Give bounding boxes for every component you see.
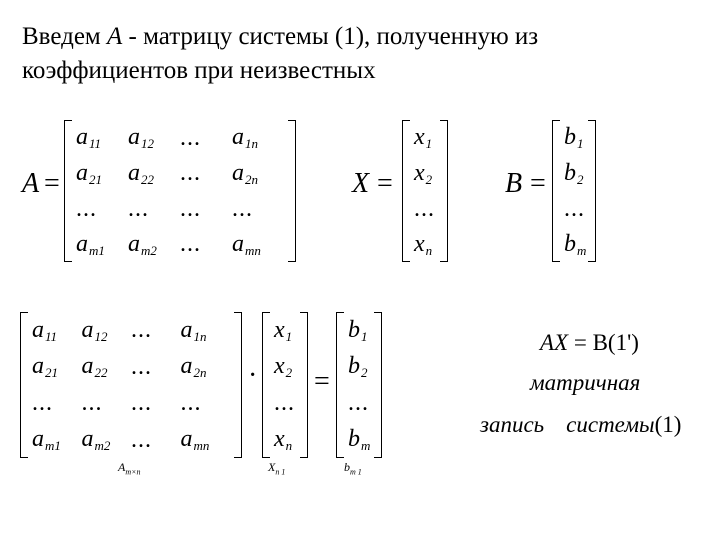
matrix-cell	[181, 427, 231, 452]
cell-subscript: mn	[193, 438, 210, 454]
matrix-equation	[540, 330, 639, 356]
matrix-cell	[348, 318, 370, 343]
matrix-cell	[414, 197, 436, 221]
cell-base: b	[348, 426, 360, 453]
equals-X: =	[377, 168, 393, 199]
cell-subscript: 2n	[245, 171, 258, 187]
cell-subscript: m2	[94, 438, 111, 454]
matrix-cell	[82, 354, 132, 379]
matrix-cell	[564, 161, 586, 186]
cell-base: a	[76, 124, 88, 151]
matrix-cell	[131, 391, 181, 415]
product-matrix-X-grid	[262, 312, 308, 458]
note-line-3	[480, 412, 681, 438]
matrix-cell	[232, 161, 284, 186]
matrix-cell	[414, 125, 436, 150]
matrix-cell	[32, 354, 82, 379]
matrix-cell	[82, 318, 132, 343]
matrix-X	[402, 120, 448, 262]
intro-pre: Введем	[22, 23, 107, 50]
cell-base: a	[81, 353, 94, 380]
cell-base: x	[414, 159, 425, 186]
dot-operator: ·	[248, 360, 258, 391]
note-word-sistemy: системы	[566, 412, 655, 437]
dim-X-base: X	[268, 460, 276, 474]
matrix-cell	[131, 355, 181, 379]
cell-subscript: 1	[361, 328, 368, 344]
cell-subscript: n	[425, 242, 433, 258]
matrix-cell	[128, 125, 180, 150]
cell-base: ...	[232, 195, 253, 222]
cell-base: ...	[76, 195, 97, 222]
cell-base: a	[232, 159, 244, 186]
cell-base: ...	[180, 231, 201, 258]
cell-base: ...	[131, 390, 152, 417]
matrix-cell	[180, 232, 232, 256]
matrix-cell	[82, 427, 132, 452]
cell-base: ...	[564, 195, 585, 222]
cell-subscript: m	[577, 242, 587, 258]
product-matrix-B	[336, 312, 382, 458]
dim-B-base: b	[344, 460, 350, 474]
cell-subscript: 1	[425, 136, 433, 152]
cell-base: ...	[131, 317, 152, 344]
matrix-cell	[181, 391, 231, 415]
intro-post: - матрицу системы (1), полученную из коэффициентов при неизвестных	[22, 23, 539, 84]
dim-A-base: A	[118, 460, 126, 474]
product-matrix-A-grid	[20, 312, 242, 458]
cell-base: a	[76, 159, 88, 186]
equals-A: =	[44, 168, 60, 199]
note-word-zapis: запись	[480, 412, 545, 437]
label-A: A	[22, 168, 40, 199]
matrix-cell	[128, 197, 180, 221]
cell-subscript: 1n	[245, 136, 258, 152]
cell-subscript: 21	[45, 365, 58, 381]
cell-base: b	[564, 124, 576, 151]
cell-base: b	[348, 316, 360, 343]
matrix-cell	[181, 354, 231, 379]
note-line-2: матричная	[530, 370, 641, 395]
cell-base: a	[232, 124, 244, 151]
cell-base: a	[81, 316, 94, 343]
matrix-cell	[232, 232, 284, 257]
cell-subscript: mn	[245, 242, 261, 258]
cell-subscript: 2n	[193, 365, 207, 381]
matrix-cell	[32, 318, 82, 343]
cell-subscript: 22	[141, 171, 154, 187]
matrix-cell	[180, 126, 232, 150]
matrix-A	[64, 120, 296, 262]
cell-base: a	[128, 230, 140, 257]
cell-base: ...	[128, 195, 149, 222]
matrix-cell	[232, 125, 284, 150]
matrix-cell	[274, 391, 296, 415]
cell-subscript: 1	[285, 328, 293, 344]
cell-subscript: n	[285, 438, 293, 454]
cell-subscript: 2	[285, 365, 293, 381]
dim-X-sub: n 1	[275, 467, 286, 477]
cell-base: ...	[274, 390, 295, 417]
cell-base: ...	[180, 390, 202, 417]
matrix-X-grid	[402, 120, 448, 262]
matrix-cell	[180, 161, 232, 185]
cell-base: b	[564, 230, 576, 257]
matrix-cell	[348, 427, 370, 452]
equation-right: = B(1')	[568, 330, 639, 355]
cell-base: a	[180, 353, 193, 380]
matrix-cell	[564, 125, 586, 150]
cell-base: x	[274, 353, 285, 380]
cell-base: a	[180, 426, 193, 453]
cell-base: x	[414, 230, 425, 257]
cell-base: a	[128, 124, 140, 151]
matrix-cell	[76, 232, 128, 257]
cell-subscript: 11	[89, 136, 102, 152]
cell-base: ...	[414, 195, 435, 222]
equation-left: AX	[540, 330, 569, 355]
cell-base: ...	[131, 353, 152, 380]
cell-base: x	[274, 316, 285, 343]
cell-subscript: 2	[425, 171, 433, 187]
cell-base: b	[564, 159, 576, 186]
matrix-B	[552, 120, 596, 262]
cell-subscript: m	[361, 438, 371, 454]
matrix-cell	[274, 318, 296, 343]
cell-base: ...	[131, 426, 152, 453]
cell-subscript: m1	[89, 242, 105, 258]
cell-base: ...	[180, 160, 201, 187]
cell-subscript: 1	[577, 136, 584, 152]
label-B: B	[505, 168, 523, 199]
cell-base: a	[32, 353, 44, 380]
matrix-cell	[76, 197, 128, 221]
matrix-cell	[76, 125, 128, 150]
note-ref: (1)	[654, 412, 682, 437]
cell-base: ...	[180, 195, 201, 222]
intro-text	[22, 20, 662, 88]
cell-base: a	[32, 316, 44, 343]
matrix-cell	[82, 391, 132, 415]
matrix-A-grid	[64, 120, 296, 262]
matrix-cell	[274, 354, 296, 379]
cell-subscript: 21	[89, 171, 102, 187]
equals-product: =	[314, 366, 330, 397]
cell-base: ...	[81, 390, 103, 417]
matrix-cell	[564, 197, 586, 221]
matrix-cell	[414, 232, 436, 257]
matrix-cell	[32, 391, 82, 415]
matrix-cell	[180, 197, 232, 221]
dim-X	[268, 460, 285, 476]
matrix-cell	[414, 161, 436, 186]
dim-A	[118, 460, 141, 476]
equals-B: =	[530, 168, 546, 199]
cell-base: a	[128, 159, 140, 186]
cell-base: x	[414, 124, 425, 151]
cell-base: a	[232, 230, 244, 257]
dim-A-sub: m×n	[125, 467, 141, 477]
intro-var: A	[107, 23, 123, 50]
matrix-cell	[76, 161, 128, 186]
cell-subscript: 2	[577, 171, 584, 187]
cell-base: a	[76, 230, 88, 257]
matrix-cell	[131, 428, 181, 452]
cell-base: a	[180, 316, 193, 343]
cell-base: b	[348, 353, 360, 380]
matrix-cell	[128, 161, 180, 186]
cell-subscript: 1n	[193, 328, 207, 344]
matrix-B-grid	[552, 120, 596, 262]
cell-subscript: 12	[94, 328, 108, 344]
matrix-cell	[348, 354, 370, 379]
matrix-cell	[131, 318, 181, 342]
cell-base: ...	[180, 124, 201, 151]
cell-subscript: 11	[45, 328, 58, 344]
cell-subscript: 12	[141, 136, 154, 152]
cell-base: a	[32, 426, 44, 453]
product-matrix-X	[262, 312, 308, 458]
cell-subscript: 2	[361, 365, 368, 381]
cell-base: x	[274, 426, 285, 453]
cell-subscript: m1	[45, 438, 61, 454]
cell-base: a	[81, 426, 94, 453]
matrix-cell	[181, 318, 231, 343]
cell-base: ...	[348, 390, 369, 417]
matrix-cell	[128, 232, 180, 257]
matrix-cell	[274, 427, 296, 452]
cell-base: ...	[32, 390, 53, 417]
matrix-cell	[32, 427, 82, 452]
dim-B-sub: m 1	[350, 467, 362, 477]
matrix-cell	[232, 197, 284, 221]
product-matrix-B-grid	[336, 312, 382, 458]
dim-B	[344, 460, 362, 476]
cell-subscript: 22	[94, 365, 108, 381]
matrix-cell	[348, 391, 370, 415]
product-matrix-A	[20, 312, 242, 458]
matrix-cell	[564, 232, 586, 257]
label-X: X	[352, 168, 370, 199]
cell-subscript: m2	[141, 242, 157, 258]
